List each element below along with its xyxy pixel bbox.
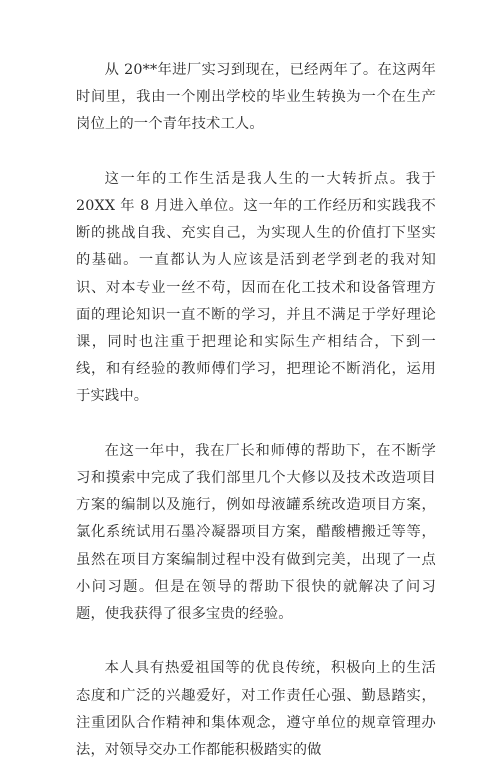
paragraph-spacer bbox=[76, 139, 436, 166]
paragraph-4: 本人具有热爱祖国等的优良传统，积极向上的生活态度和广泛的兴趣爱好，对工作责任心强、勤恳踏实，注重团队合作精神和集体观念，遵守单位的规章管理办法，对领导交办工作都能积极踏实的做 bbox=[76, 660, 436, 759]
paragraph-spacer bbox=[76, 411, 436, 438]
paragraph-3: 在这一年中，我在厂长和师傅的帮助下，在不断学习和摸索中完成了我们部里几个大修以及技术改造项目方案的编制以及施行，例如母液罐系统改造项目方案，氯化系统试用石墨冷凝器项目方案，醋酸槽搬迁等等，虽然在项目方案编制过程中没有做到完美，出现了一点小问习题。但是在领导的帮助下很快的就解决了问习题，使我获得了很多宝贵的经验。 bbox=[76, 442, 436, 623]
paragraph-2: 这一年的工作生活是我人生的一大转折点。我于 20XX 年 8 月进入单位。这一年的工作经历和实践我不断的挑战自我、充实自己，为实现人生的价值打下坚实的基础。一直都认为人应该是活到老学到老的我对知识、对本专业一丝不苟，因而在化工技术和设备管理方面的理论知识一直不断的学习，并且不满足于学好理论课，同时也注重于把理论和实际生产相结合，下到一线，和有经验的教师傅们学习，把理论不断消化，运用于实践中。 bbox=[76, 170, 436, 405]
document-body bbox=[76, 57, 436, 764]
paragraph-spacer bbox=[76, 628, 436, 655]
paragraph-1: 从 20**年进厂实习到现在，已经两年了。在这两年时间里，我由一个刚出学校的毕业生转换为一个在生产岗位上的一个青年技术工人。 bbox=[76, 62, 436, 133]
